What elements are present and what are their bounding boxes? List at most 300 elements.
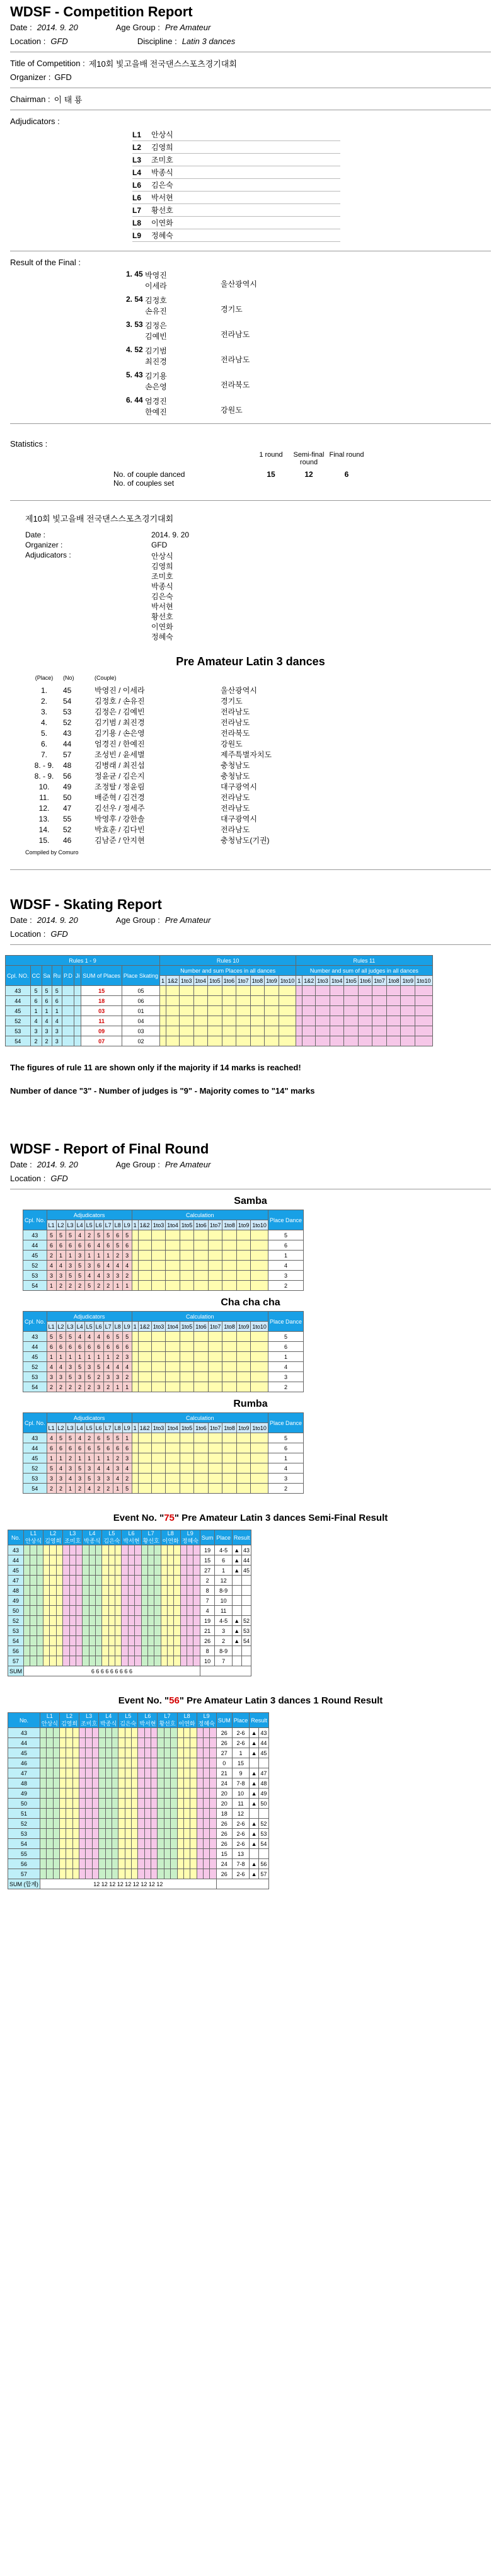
adjudicator-name: 김영희	[151, 143, 173, 152]
calc-col-head: 1to10	[251, 1423, 268, 1433]
couple-no: 52	[8, 1616, 24, 1626]
rule11-cell	[296, 996, 302, 1006]
dance-row	[23, 1362, 304, 1372]
mark-cell	[89, 1566, 95, 1576]
mark-cell	[144, 1738, 151, 1748]
couple-no: 54	[6, 1036, 31, 1046]
mark-cell	[197, 1809, 203, 1819]
judge-name: 박서현	[139, 1720, 156, 1727]
mark-cell	[187, 1626, 193, 1636]
dance-row	[23, 1271, 304, 1281]
mark-cell	[183, 1728, 190, 1738]
calc-cell	[208, 1484, 222, 1494]
stats-col-head: 1 round	[259, 451, 283, 459]
judge-head	[197, 1713, 216, 1728]
ji-place	[74, 1026, 81, 1036]
mark-cell	[210, 1789, 216, 1799]
mark-cell	[56, 1566, 62, 1576]
calc-col-head: 1to5	[344, 976, 359, 986]
calc-cell	[151, 1382, 166, 1392]
calc-col-head: 1&2	[302, 976, 316, 986]
rule10-cell	[208, 986, 222, 996]
skating-row	[6, 1016, 433, 1026]
mark: 4	[84, 1484, 94, 1494]
judge-head: L2	[56, 1322, 66, 1332]
mark-cell	[105, 1819, 112, 1829]
dance-head-row	[23, 1210, 304, 1220]
mark-cell	[197, 1819, 203, 1829]
mark-cell	[96, 1576, 102, 1586]
rule11-cell	[296, 1036, 302, 1046]
mark: 4	[56, 1463, 66, 1474]
calc-col-head: 1to9	[236, 1220, 251, 1230]
calc-cell	[222, 1484, 237, 1494]
judge-name: 김은숙	[103, 1538, 120, 1544]
calc-cell	[236, 1240, 251, 1251]
mark-cell	[53, 1819, 59, 1829]
result-mark: ▲	[232, 1626, 241, 1636]
calc-cell	[194, 1271, 209, 1281]
result-row	[25, 728, 501, 738]
adjudicator-name: 박서현	[151, 193, 173, 202]
place-dance: 6	[268, 1342, 303, 1352]
mark-cell	[187, 1586, 193, 1596]
calc-col-head: 1to7	[208, 1423, 222, 1433]
rule11-cell	[302, 1026, 316, 1036]
place-value: 7-8	[232, 1778, 250, 1789]
mark-cell	[168, 1566, 174, 1576]
rule11-cell	[330, 1016, 344, 1026]
mark-cell	[128, 1606, 134, 1616]
mark-cell	[40, 1758, 46, 1768]
mark-cell	[96, 1545, 102, 1555]
mark-cell	[86, 1849, 92, 1859]
place-dance: 5	[268, 1332, 303, 1342]
mark-cell	[190, 1748, 197, 1758]
mark-cell	[50, 1576, 56, 1586]
mark-cell	[40, 1768, 46, 1778]
sa-place: 5	[42, 986, 52, 996]
age-value: Pre Amateur	[164, 22, 211, 32]
judge-head	[102, 1530, 122, 1545]
event-title	[0, 1513, 501, 1523]
result-place: 12.	[38, 803, 50, 813]
cpl-head: Cpl. No.	[23, 1210, 47, 1230]
result-couple: 김정은 / 김예빈	[95, 707, 145, 716]
couple-no: 53	[6, 1026, 31, 1036]
mark: 3	[66, 1261, 75, 1271]
organizer-value: GFD	[54, 72, 72, 82]
result-couple: 김남준 / 안지현	[95, 836, 145, 845]
calc-cell	[151, 1484, 166, 1494]
couple-no: 52	[23, 1362, 47, 1372]
mark-cell	[79, 1829, 86, 1839]
couple-no: 52	[6, 1016, 31, 1026]
place-value: 9	[232, 1768, 250, 1778]
mark-cell	[193, 1566, 200, 1576]
rule10-cell	[180, 1026, 194, 1036]
mark: 2	[122, 1372, 132, 1382]
mark: 6	[66, 1342, 75, 1352]
mark-cell	[72, 1748, 79, 1758]
mark: 1	[66, 1352, 75, 1362]
result-no: 48	[63, 760, 72, 770]
mark-cell	[144, 1829, 151, 1839]
mark-cell	[99, 1728, 105, 1738]
calc-cell	[194, 1281, 209, 1291]
mark-cell	[210, 1758, 216, 1768]
dance-row	[23, 1281, 304, 1291]
mark-cell	[24, 1656, 30, 1666]
event-row	[8, 1616, 251, 1626]
mark-cell	[69, 1636, 76, 1646]
mark-cell	[59, 1839, 66, 1849]
final-leader: 김기범	[145, 346, 167, 355]
calc-col-head: 1	[132, 1322, 138, 1332]
mark-cell	[92, 1789, 98, 1799]
calc-cell	[194, 1443, 209, 1453]
mark-cell	[89, 1636, 95, 1646]
result-row	[25, 803, 501, 813]
sum-value: 26	[216, 1819, 232, 1829]
mark-cell	[108, 1606, 115, 1616]
mark-cell	[210, 1819, 216, 1829]
mark-cell	[43, 1555, 50, 1566]
mark-cell	[118, 1789, 125, 1799]
mark-cell	[37, 1656, 43, 1666]
result-couple: 김정호 / 손유진	[95, 697, 145, 706]
mark-cell	[47, 1799, 53, 1809]
rule11-cell	[372, 1006, 387, 1016]
mark-cell	[43, 1636, 50, 1646]
mark-cell	[138, 1768, 144, 1778]
mark-cell	[141, 1576, 147, 1586]
mark-cell	[112, 1799, 118, 1809]
mark-cell	[204, 1789, 210, 1799]
mark-cell	[180, 1555, 187, 1566]
mark: 5	[84, 1281, 94, 1291]
result-couple: 김선우 / 정세주	[95, 804, 145, 813]
adjudicator-code: L9	[132, 231, 142, 240]
dance-name: Rumba	[233, 1399, 268, 1409]
mark-cell	[118, 1738, 125, 1748]
judge-head: L2	[56, 1423, 66, 1433]
couple-no: 57	[8, 1656, 24, 1666]
judge-code: L1	[30, 1530, 37, 1537]
event-row	[8, 1545, 251, 1555]
rule11-cell	[401, 986, 415, 996]
mark: 2	[113, 1251, 122, 1261]
result-no: 55	[63, 814, 72, 823]
mark-cell	[59, 1859, 66, 1869]
mark-cell	[164, 1809, 170, 1819]
calc-col-head: 1to6	[194, 1220, 209, 1230]
mark-cell	[118, 1809, 125, 1819]
mark-cell	[50, 1646, 56, 1656]
mark: 3	[113, 1372, 122, 1382]
result-region: 전라남도	[221, 793, 250, 802]
rule10-cell	[193, 1006, 208, 1016]
sum-value: 26	[216, 1839, 232, 1849]
mark-cell	[151, 1849, 158, 1859]
mark-cell	[193, 1586, 200, 1596]
mark-cell	[72, 1768, 79, 1778]
calc-cell	[208, 1251, 222, 1261]
mark-cell	[79, 1809, 86, 1819]
calc-cell	[251, 1342, 268, 1352]
judge-name: 안상식	[41, 1720, 58, 1727]
mark-cell	[168, 1626, 174, 1636]
mark-cell	[79, 1789, 86, 1799]
adjudicator-name: 박종식	[151, 168, 173, 177]
mark-cell	[105, 1778, 112, 1789]
mark-cell	[72, 1789, 79, 1799]
mark-cell	[37, 1586, 43, 1596]
mark-cell	[99, 1778, 105, 1789]
calc-col-head: 1to4	[166, 1322, 180, 1332]
calc-cell	[180, 1230, 194, 1240]
mark-cell	[128, 1576, 134, 1586]
mark-cell	[53, 1789, 59, 1799]
result-label: Result of the Final :	[10, 258, 81, 267]
place-value: 1	[232, 1748, 250, 1758]
mark-cell	[183, 1859, 190, 1869]
mark-cell	[144, 1859, 151, 1869]
mark-cell	[125, 1859, 131, 1869]
mark-cell	[171, 1839, 177, 1849]
calc-cell	[222, 1474, 237, 1484]
result-couple: 김기용 / 손은영	[95, 729, 145, 738]
mark-cell	[151, 1799, 158, 1809]
mark-cell	[72, 1799, 79, 1809]
final-names	[145, 295, 221, 316]
calc-cell	[194, 1382, 209, 1392]
mark-cell	[128, 1566, 134, 1576]
calc-col-head: 1to4	[193, 976, 208, 986]
mark-cell	[204, 1799, 210, 1809]
couple-no: 45	[23, 1453, 47, 1463]
final-partner: 한예진	[145, 408, 167, 416]
mark-cell	[24, 1545, 30, 1555]
dance-row	[23, 1342, 304, 1352]
mark-cell	[144, 1839, 151, 1849]
sum-places: 11	[81, 1016, 122, 1026]
mark: 6	[75, 1443, 84, 1453]
mark-cell	[30, 1586, 37, 1596]
calc-cell	[251, 1484, 268, 1494]
mark-cell	[92, 1869, 98, 1879]
mark-cell	[37, 1636, 43, 1646]
dance-row	[23, 1332, 304, 1342]
mark-cell	[177, 1809, 183, 1819]
mark-cell	[79, 1738, 86, 1748]
mark-cell	[197, 1849, 203, 1859]
mark: 3	[75, 1372, 84, 1382]
rule10-cell	[159, 986, 166, 996]
mark-cell	[92, 1809, 98, 1819]
rule10-cell	[208, 1036, 222, 1046]
final-names	[145, 370, 221, 392]
mark-cell	[59, 1768, 66, 1778]
result-mark: ▲	[250, 1819, 259, 1829]
mark-cell	[151, 1829, 158, 1839]
calc-cell	[208, 1463, 222, 1474]
mark: 1	[47, 1281, 56, 1291]
result-value: 53	[258, 1829, 268, 1839]
adjudicator-name: 정혜숙	[151, 231, 173, 240]
mark-cell	[24, 1616, 30, 1626]
adjudicator-row	[132, 204, 340, 217]
judge-name: 조미호	[81, 1720, 98, 1727]
mark-cell	[183, 1809, 190, 1819]
mark-cell	[187, 1616, 193, 1626]
mark: 4	[122, 1463, 132, 1474]
calc-cell	[138, 1332, 151, 1342]
sum-value: 19	[200, 1616, 215, 1626]
calc-cell	[166, 1453, 180, 1463]
mark-cell	[63, 1586, 69, 1596]
calc-cell	[166, 1474, 180, 1484]
calc-col-head: 1&2	[138, 1322, 151, 1332]
mark-cell	[154, 1626, 161, 1636]
judge-code: L4	[89, 1530, 96, 1537]
mark: 5	[113, 1240, 122, 1251]
calc-cell	[151, 1352, 166, 1362]
calc-cell	[251, 1261, 268, 1271]
ji-place	[74, 1006, 81, 1016]
couple-no: 45	[8, 1566, 24, 1576]
rule11-cell	[358, 1016, 372, 1026]
mark: 5	[66, 1271, 75, 1281]
mark-cell	[141, 1606, 147, 1616]
sum-value: 26	[216, 1869, 232, 1879]
judge-head	[40, 1713, 59, 1728]
place-value: 13	[232, 1849, 250, 1859]
mark-cell	[190, 1849, 197, 1859]
place-value: 10	[215, 1596, 233, 1606]
mark-cell	[56, 1656, 62, 1666]
judge-code: L7	[164, 1713, 171, 1719]
mark: 6	[94, 1342, 103, 1352]
result-value	[241, 1586, 251, 1596]
mark: 6	[103, 1342, 113, 1352]
mark-cell	[63, 1636, 69, 1646]
result-no: 56	[63, 771, 72, 781]
rules10-head: Rules 10	[159, 956, 296, 966]
result-value: 43	[258, 1728, 268, 1738]
event-row	[8, 1869, 269, 1879]
result-no: 52	[63, 718, 72, 727]
couple-no: 44	[8, 1555, 24, 1566]
result-no: 57	[63, 750, 72, 759]
mark-cell	[53, 1829, 59, 1839]
rule10-cell	[279, 1016, 296, 1026]
mark-cell	[158, 1859, 164, 1869]
mark-cell	[43, 1566, 50, 1576]
mark-cell	[187, 1656, 193, 1666]
mark-cell	[86, 1839, 92, 1849]
sum-head: Sum	[200, 1530, 215, 1545]
place-value: 8-9	[215, 1646, 233, 1656]
rule10-cell	[159, 996, 166, 1006]
skating-location: GFD	[50, 929, 68, 939]
mark-cell	[105, 1809, 112, 1819]
rule11-cell	[415, 1006, 433, 1016]
judge-code: L9	[203, 1713, 210, 1719]
mark-cell	[125, 1758, 131, 1768]
mark-cell	[151, 1748, 158, 1758]
mark-cell	[89, 1656, 95, 1666]
mark-cell	[56, 1616, 62, 1626]
calc-cell	[236, 1463, 251, 1474]
mark-cell	[187, 1596, 193, 1606]
event-row	[8, 1839, 269, 1849]
mark-cell	[187, 1545, 193, 1555]
result-row	[25, 813, 501, 824]
rule10-cell	[166, 1016, 179, 1026]
rule10-cell	[236, 1036, 251, 1046]
place-dance-head: Place Dance	[268, 1210, 303, 1230]
calc-col-head: 1	[132, 1220, 138, 1230]
mark-cell	[86, 1869, 92, 1879]
mark-cell	[66, 1758, 72, 1768]
calc-cell	[138, 1230, 151, 1240]
mark-cell	[122, 1576, 128, 1586]
result-no: 49	[63, 782, 72, 791]
calc-cell	[132, 1463, 138, 1474]
calc-cell	[132, 1484, 138, 1494]
judge-head: L9	[122, 1322, 132, 1332]
mark-cell	[190, 1778, 197, 1789]
dance-sub-row	[23, 1220, 304, 1230]
mark: 1	[94, 1352, 103, 1362]
calc-cell	[251, 1281, 268, 1291]
mark-cell	[174, 1576, 180, 1586]
mark-cell	[83, 1626, 89, 1636]
calc-cell	[222, 1240, 237, 1251]
mark-cell	[96, 1616, 102, 1626]
mark-cell	[180, 1616, 187, 1626]
dance-name: Samba	[234, 1196, 267, 1206]
summary-adj-name: 안상식	[151, 552, 173, 561]
couple-no: 45	[23, 1251, 47, 1261]
event-row	[8, 1586, 251, 1596]
mark-cell	[168, 1606, 174, 1616]
judge-head	[83, 1530, 102, 1545]
final-partner: 손유진	[145, 307, 167, 316]
mark-cell	[112, 1829, 118, 1839]
result-value	[258, 1809, 268, 1819]
event-head-row	[8, 1713, 269, 1728]
mark-cell	[56, 1586, 62, 1596]
mark-cell	[40, 1849, 46, 1859]
mark-cell	[131, 1849, 137, 1859]
mark-cell	[122, 1586, 128, 1596]
calc-cell	[180, 1453, 194, 1463]
mark-cell	[50, 1545, 56, 1555]
judge-head: L9	[122, 1220, 132, 1230]
cc-place: 5	[30, 986, 42, 996]
mark-cell	[59, 1869, 66, 1879]
mark-cell	[66, 1829, 72, 1839]
calc-cell	[194, 1453, 209, 1463]
mark-cell	[128, 1626, 134, 1636]
result-couple: 김병래 / 최진섭	[95, 761, 145, 770]
adjudicator-row	[132, 154, 340, 166]
mark-cell	[138, 1849, 144, 1859]
couple-no: 43	[23, 1332, 47, 1342]
rule11-cell	[372, 1016, 387, 1026]
